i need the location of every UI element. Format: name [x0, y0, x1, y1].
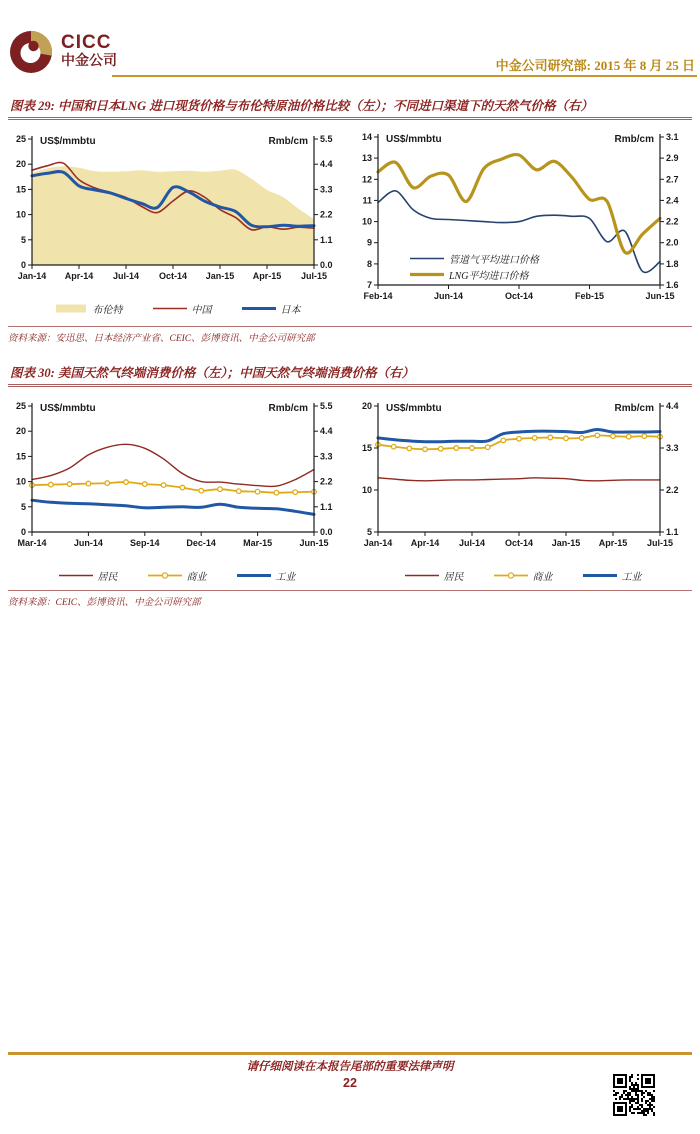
legend-label: 日本: [280, 304, 301, 316]
series-商业: [32, 482, 314, 493]
chart-svg: [4, 396, 344, 561]
x-axis-tick: Mar-15: [243, 538, 273, 548]
data-point-marker: [255, 489, 260, 494]
figure29-right-chart: [350, 129, 696, 319]
y-axis-tick-left: 20: [15, 426, 26, 437]
data-point-marker: [161, 483, 166, 488]
header-divider: [112, 75, 697, 77]
y-axis-tick-left: 9: [366, 237, 372, 248]
x-axis-tick: Jul-14: [112, 271, 140, 281]
x-axis-tick: Apr-14: [64, 271, 94, 281]
y-axis-tick-left: 0: [20, 260, 26, 270]
x-axis-tick: Mar-14: [17, 538, 47, 548]
cicc-logo-text: [61, 33, 117, 70]
y-axis-tick-right: 2.2: [320, 476, 333, 487]
data-point-marker: [564, 436, 569, 441]
x-axis-tick: Jun-14: [433, 291, 464, 301]
legend-item: [153, 301, 212, 316]
data-point-marker: [548, 435, 553, 440]
legend-swatch: [494, 570, 528, 581]
legend-item: [410, 251, 539, 265]
x-axis-tick: Oct-14: [504, 538, 534, 548]
y-axis-tick-right: 4.4: [666, 401, 679, 411]
chart-svg: [350, 396, 690, 561]
x-axis-tick: Feb-15: [574, 291, 605, 301]
y-axis-tick-right: 3.1: [666, 132, 679, 142]
data-point-marker: [485, 445, 490, 450]
x-axis-tick: Jan-15: [205, 271, 235, 281]
y-axis-tick-right: 3.3: [666, 443, 679, 453]
y-axis-tick-left: 15: [361, 443, 372, 453]
data-point-marker: [86, 481, 91, 486]
series-居民: [32, 444, 314, 486]
x-axis-tick: Jun-14: [73, 538, 103, 548]
legend-item: [494, 568, 553, 583]
legend-label: 工业: [275, 571, 296, 583]
y-axis-tick-left: 11: [362, 195, 372, 206]
x-axis-tick: Jun-15: [299, 538, 329, 548]
y-axis-tick-right: 2.0: [666, 237, 679, 248]
x-axis-tick: Apr-14: [410, 538, 440, 548]
qr-code-image: [613, 1074, 655, 1116]
data-point-marker: [642, 434, 647, 439]
y-axis-tick-left: 25: [15, 134, 26, 144]
y-axis-tick-right: 2.7: [666, 174, 679, 185]
y-axis-tick-left: 5: [20, 234, 26, 245]
data-point-marker: [293, 490, 298, 495]
chart-svg: [4, 129, 344, 294]
brand-name-cn: 中金公司: [61, 53, 117, 69]
y-axis-tick-left: 25: [15, 401, 26, 411]
data-point-marker: [626, 434, 631, 439]
figure29-charts: [4, 129, 696, 319]
y-axis-tick-right: 1.1: [320, 501, 333, 512]
series-工业: [32, 500, 314, 514]
legend-swatch: [410, 253, 444, 264]
y-axis-tick-right: 1.1: [666, 527, 679, 537]
y-axis-tick-right: 5.5: [320, 134, 333, 144]
data-point-marker: [274, 490, 279, 495]
figure29-title: 图表 29: 中国和日本LNG 进口现货价格与布伦特原油价格比较（左）；不同进口渠道下的天然气价格（右）: [8, 96, 692, 120]
legend-swatch: [405, 570, 439, 581]
left-axis-unit: US$/mmbtu: [386, 134, 442, 145]
legend-swatch: [148, 570, 182, 581]
figure30-source: 资料来源：CEIC、彭博资讯、中金公司研究部: [8, 598, 201, 608]
legend-item: [59, 568, 118, 583]
x-axis-tick: Oct-14: [504, 291, 534, 301]
y-axis-tick-right: 0.0: [320, 260, 333, 270]
y-axis-tick-right: 1.8: [666, 258, 679, 269]
figure29-left-chart: [4, 129, 350, 319]
legend-item: [242, 301, 301, 316]
legend-swatch: [59, 570, 93, 581]
y-axis-tick-left: 10: [15, 476, 26, 487]
legend-item: [405, 568, 464, 583]
figure30-left-chart: [4, 396, 350, 583]
data-point-marker: [67, 482, 72, 487]
y-axis-tick-right: 4.4: [320, 426, 333, 437]
chart-legend: [4, 567, 350, 583]
cicc-logo: [8, 27, 117, 75]
legal-notice: 请仔细阅读在本报告尾部的重要法律声明: [246, 1061, 454, 1073]
left-axis-unit: US$/mmbtu: [40, 403, 96, 414]
y-axis-tick-right: 5.5: [320, 401, 333, 411]
y-axis-tick-left: 10: [361, 216, 372, 227]
section-divider: [8, 590, 692, 591]
chart-axes: [32, 403, 314, 532]
legend-label: 布伦特: [92, 304, 123, 316]
y-axis-tick-right: 1.6: [666, 280, 679, 290]
legend-swatch: [54, 303, 88, 314]
y-axis-tick-right: 0.0: [320, 527, 333, 537]
data-point-marker: [532, 436, 537, 441]
y-axis-tick-left: 20: [361, 401, 372, 411]
legend-item: [237, 568, 296, 583]
legend-item: [583, 568, 642, 583]
x-axis-tick: Jan-14: [363, 538, 393, 548]
y-axis-tick-right: 4.4: [320, 159, 333, 170]
right-axis-unit: Rmb/cm: [268, 403, 308, 414]
y-axis-tick-left: 10: [15, 209, 26, 220]
data-point-marker: [199, 488, 204, 493]
data-point-marker: [438, 447, 443, 452]
x-axis-tick: Feb-14: [363, 291, 393, 301]
legend-item: [410, 267, 539, 281]
series-LNG平均进口价格: [378, 155, 660, 254]
y-axis-tick-left: 14: [361, 132, 372, 142]
x-axis-tick: Jan-14: [17, 271, 47, 281]
y-axis-tick-left: 5: [20, 501, 26, 512]
page-header: [0, 0, 700, 79]
y-axis-tick-right: 2.9: [666, 153, 679, 164]
legend-swatch: [410, 269, 444, 280]
y-axis-tick-left: 0: [20, 527, 26, 537]
data-point-marker: [124, 480, 129, 485]
section-divider: [8, 326, 692, 327]
left-axis-unit: US$/mmbtu: [386, 403, 442, 414]
data-point-marker: [218, 487, 223, 492]
data-point-marker: [501, 438, 506, 443]
qr-code: [613, 1074, 655, 1116]
data-point-marker: [423, 447, 428, 452]
y-axis-tick-right: 2.2: [666, 485, 679, 495]
chart-legend: [350, 567, 696, 583]
figure30-title: 图表 30: 美国天然气终端消费价格（左）；中国天然气终端消费价格（右）: [8, 363, 692, 387]
cicc-logo-mark: [8, 27, 54, 75]
chart-axes: [378, 403, 660, 532]
legend-label: 商业: [532, 571, 553, 583]
data-point-marker: [105, 481, 110, 486]
figure29-source: 资料来源：安迅思、日本经济产业省、CEIC、彭博资讯、中金公司研究部: [8, 334, 315, 344]
data-point-marker: [579, 436, 584, 441]
right-axis-unit: Rmb/cm: [614, 134, 654, 145]
data-point-marker: [454, 446, 459, 451]
figure30-charts: [4, 396, 696, 583]
x-axis-tick: Apr-15: [252, 271, 282, 281]
data-point-marker: [180, 485, 185, 490]
y-axis-tick-left: 15: [15, 451, 26, 462]
legend-label: 居民: [97, 571, 118, 583]
data-point-marker: [49, 482, 54, 487]
data-point-marker: [391, 444, 396, 449]
y-axis-tick-right: 3.3: [320, 451, 333, 462]
series-居民: [378, 478, 660, 481]
right-axis-unit: Rmb/cm: [614, 403, 654, 414]
chart-legend: [4, 300, 350, 316]
x-axis-tick: Jul-14: [458, 538, 486, 548]
legend-swatch: [153, 303, 187, 314]
y-axis-tick-left: 12: [361, 174, 372, 185]
brand-name-en: CICC: [61, 31, 112, 53]
y-axis-tick-left: 13: [361, 153, 372, 164]
legend-label: 中国: [191, 304, 212, 316]
y-axis-tick-left: 10: [361, 485, 372, 495]
data-point-marker: [470, 446, 475, 451]
data-point-marker: [595, 433, 600, 438]
x-axis-tick: Jan-15: [551, 538, 581, 548]
x-axis-tick: Oct-14: [158, 271, 188, 281]
legend-item: [54, 301, 123, 316]
chart-svg: [350, 129, 690, 314]
data-point-marker: [143, 482, 148, 487]
y-axis-tick-right: 3.3: [320, 184, 333, 195]
legend-label: 商业: [186, 571, 207, 583]
y-axis-tick-right: 2.2: [666, 216, 679, 227]
legend-swatch: [237, 570, 271, 581]
data-point-marker: [611, 434, 616, 439]
legend-label: 管道气平均进口价格: [449, 254, 539, 266]
x-axis-tick: Jul-15: [300, 271, 328, 281]
research-dept-date: 中金公司研究部: 2015 年 8 月 25 日: [495, 58, 695, 73]
left-axis-unit: US$/mmbtu: [40, 136, 96, 147]
data-point-marker: [517, 437, 522, 442]
y-axis-tick-left: 7: [366, 280, 372, 290]
page-number: 22: [343, 1076, 357, 1090]
data-point-marker: [237, 489, 242, 494]
y-axis-tick-left: 5: [366, 527, 372, 537]
legend-label: 居民: [443, 571, 464, 583]
x-axis-tick: Dec-14: [186, 538, 216, 548]
y-axis-tick-right: 2.2: [320, 209, 333, 220]
y-axis-tick-right: 1.1: [320, 234, 333, 245]
x-axis-tick: Apr-15: [598, 538, 628, 548]
y-axis-tick-right: 2.4: [666, 195, 679, 206]
x-axis-tick: Sep-14: [130, 538, 160, 548]
footer-divider: [8, 1052, 692, 1055]
figure30-right-chart: [350, 396, 696, 583]
data-point-marker: [407, 446, 412, 451]
right-axis-unit: Rmb/cm: [268, 136, 308, 147]
y-axis-tick-left: 15: [15, 184, 26, 195]
legend-item: [148, 568, 207, 583]
legend-label: LNG平均进口价格: [449, 270, 529, 282]
chart-legend: [410, 251, 539, 281]
y-axis-tick-left: 8: [366, 258, 372, 269]
x-axis-tick: Jul-15: [646, 538, 674, 548]
legend-swatch: [242, 303, 276, 314]
legend-swatch: [583, 570, 617, 581]
y-axis-tick-left: 20: [15, 159, 26, 170]
x-axis-tick: Jun-15: [645, 291, 675, 301]
legend-label: 工业: [621, 571, 642, 583]
